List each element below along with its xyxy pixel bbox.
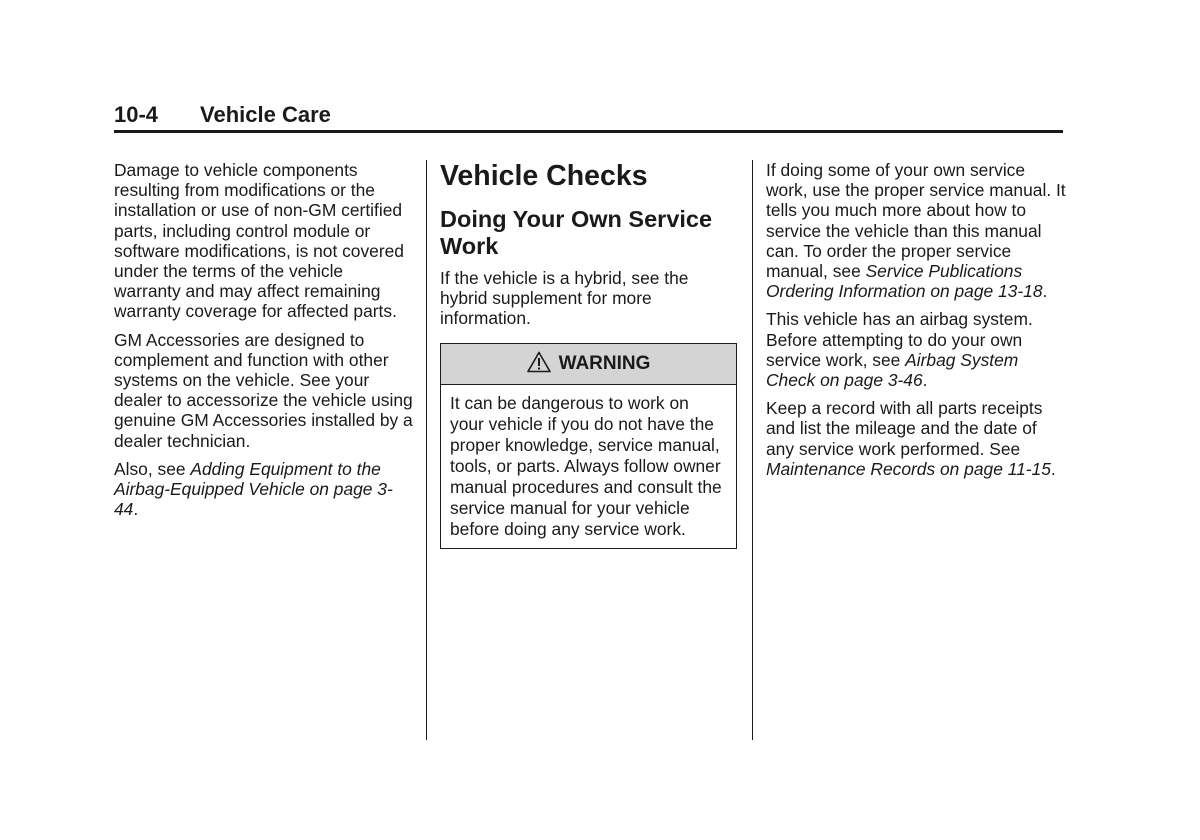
column-divider (426, 160, 427, 740)
warning-text: It can be dangerous to work on your vehicle if you do not have the proper knowledge, service manual, tools, or parts. Always follow owner manual procedures and consult the service manual for your vehicle before doing any service work. (450, 392, 722, 539)
paragraph (114, 459, 414, 520)
warning-box (440, 343, 737, 549)
paragraph-text: If doing some of your own service work, use the proper service manual. It tells you much more about how to service the vehicle than this manual can. To order the proper service manual, see (766, 160, 1066, 282)
paragraph (766, 160, 1066, 301)
warning-label: WARNING (558, 352, 651, 374)
warning-triangle-icon (527, 351, 551, 373)
paragraph (766, 309, 1066, 390)
paragraph-text: . (922, 370, 928, 391)
warning-header (441, 344, 736, 385)
cross-reference-link[interactable]: Adding Equipment to the Airbag-Equipped Vehicle on page 3-44 (114, 458, 393, 520)
cross-reference-link[interactable]: Maintenance Records on page 11-15 (766, 458, 1051, 479)
section-title: Vehicle Care (200, 102, 331, 127)
paragraph-text: . (1050, 458, 1056, 479)
page-number: 10-4 (114, 102, 159, 127)
cross-reference-link[interactable]: Service Publications Ordering Information on page 13-18 (766, 261, 1043, 302)
paragraph-text: . (1042, 281, 1048, 302)
paragraph-text: This vehicle has an airbag system. Before attempting to do your own service work, see (766, 309, 1033, 370)
column-left (114, 160, 414, 527)
cross-reference-link[interactable]: Airbag System Check on page 3-46 (766, 349, 1019, 391)
paragraph-text: Also, see (114, 458, 191, 479)
subsection-heading: Doing Your Own Service Work (440, 206, 713, 259)
column-divider (752, 160, 753, 740)
paragraph: Damage to vehicle components resulting from modifications or the installation or use of non-GM certified parts, including control module or software modifications, is not covered under the terms of the vehicle warranty and may affect remaining warranty coverage for affected parts. (114, 160, 404, 322)
paragraph-text: Keep a record with all parts receipts and list the mileage and the date of any service work performed. See (766, 398, 1043, 459)
page-header (114, 100, 1063, 133)
paragraph: GM Accessories are designed to complement and function with other systems on the vehicle. See your dealer to accessorize the vehicle using genuine GM Accessories installed by a dealer technician. (114, 329, 413, 451)
paragraph: If the vehicle is a hybrid, see the hybrid supplement for more information. (440, 268, 689, 329)
paragraph (766, 398, 1066, 479)
section-heading: Vehicle Checks (440, 160, 648, 192)
paragraph-text: . (133, 499, 139, 520)
column-middle (440, 160, 740, 549)
column-right (766, 160, 1066, 487)
